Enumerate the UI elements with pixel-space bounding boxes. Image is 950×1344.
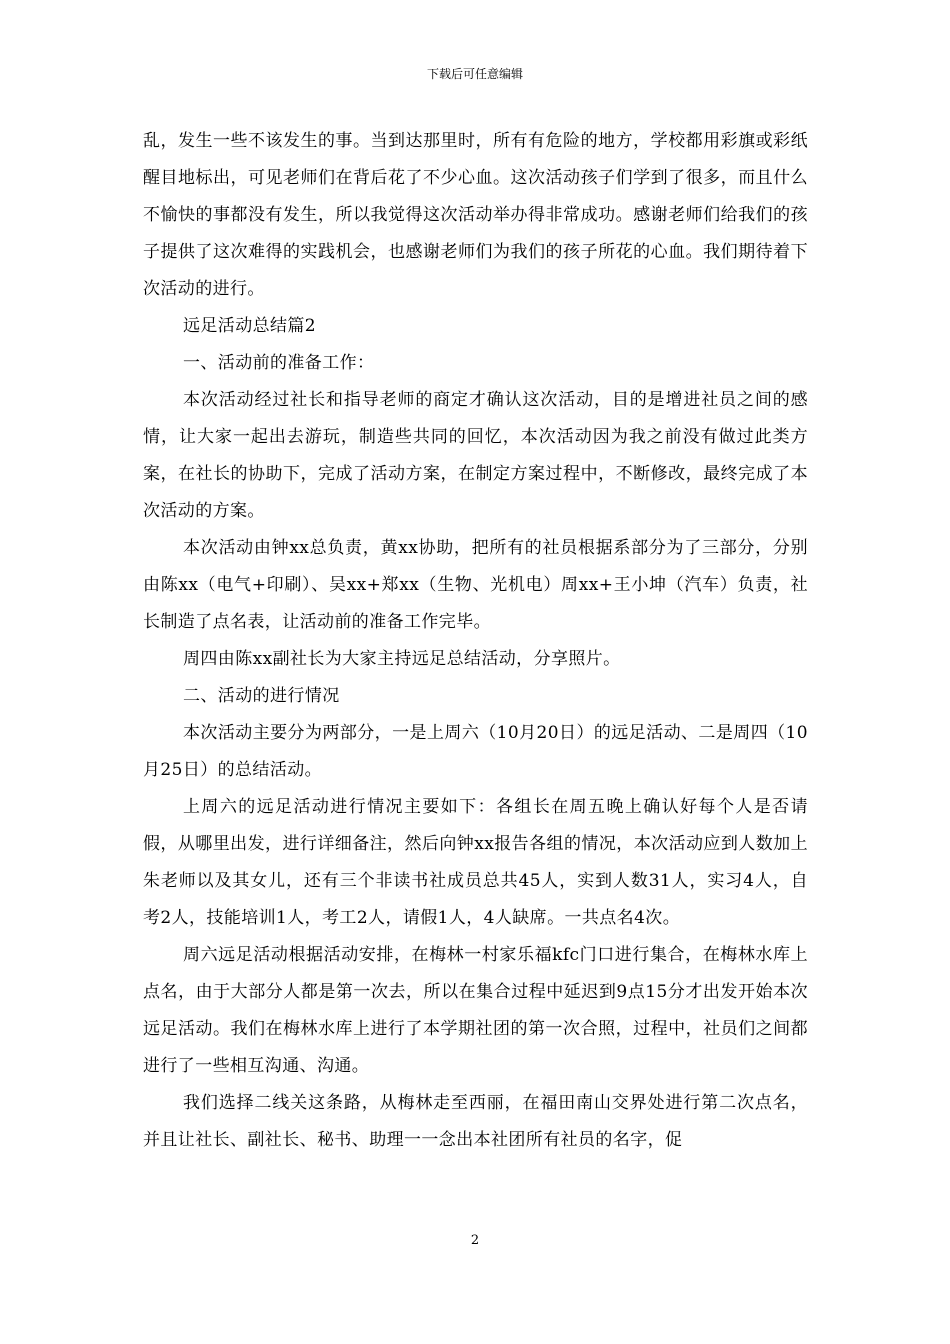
document-body <box>143 123 808 1159</box>
paragraph: 本次活动由钟xx总负责，黄xx协助，把所有的社员根据系部分为了三部分，分别由陈xx（电气+印刷）、吴xx+郑xx（生物、光机电）周xx+王小坤（汽车）负责，社长制造了点名表，让活动前的准备工作完毕。 <box>143 538 808 632</box>
paragraph-continued: 乱，发生一些不该发生的事。当到达那里时，所有有危险的地方，学校都用彩旗或彩纸醒目地标出，可见老师们在背后花了不少心血。这次活动孩子们学到了很多，而且什么不愉快的事都没有发生，所以我觉得这次活动举办得非常成功。感谢老师们给我们的孩子提供了这次难得的实践机会，也感谢老师们为我们的孩子所花的心血。我们期待着下次活动的进行。 <box>143 131 808 299</box>
paragraph: 我们选择二线关这条路，从梅林走至西丽，在福田南山交界处进行第二次点名，并且让社长、副社长、秘书、助理一一念出本社团所有社员的名字，促 <box>143 1093 808 1150</box>
paragraph: 周六远足活动根据活动安排，在梅林一村家乐福kfc门口进行集合，在梅林水库上点名，由于大部分人都是第一次去，所以在集合过程中延迟到9点15分才出发开始本次远足活动。我们在梅林水库上进行了本学期社团的第一次合照，过程中，社员们之间都进行了一些相互沟通、沟通。 <box>143 945 808 1076</box>
page-header: 下载后可任意编辑 <box>426 67 523 81</box>
paragraph: 周四由陈xx副社长为大家主持远足总结活动，分享照片。 <box>183 649 621 669</box>
heading-preparation: 一、活动前的准备工作： <box>183 353 375 373</box>
page-number: 2 <box>470 1233 480 1248</box>
paragraph: 本次活动经过社长和指导老师的商定才确认这次活动，目的是增进社员之间的感情，让大家一起出去游玩，制造些共同的回忆，本次活动因为我之前没有做过此类方案，在社长的协助下，完成了活动方案，在制定方案过程中，不断修改，最终完成了本次活动的方案。 <box>143 390 808 521</box>
paragraph: 上周六的远足活动进行情况主要如下：各组长在周五晚上确认好每个人是否请假，从哪里出发，进行详细备注，然后向钟xx报告各组的情况，本次活动应到人数加上朱老师以及其女儿，还有三个非读书社成员总共45人，实到人数31人，实习4人，自考2人，技能培训1人，考工2人，请假1人，4人缺席。一共点名4次。 <box>143 797 808 928</box>
heading-progress: 二、活动的进行情况 <box>183 686 340 706</box>
paragraph: 本次活动主要分为两部分，一是上周六（10月20日）的远足活动、二是周四（10月25日）的总结活动。 <box>143 723 808 780</box>
section-title: 远足活动总结篇2 <box>183 316 317 336</box>
